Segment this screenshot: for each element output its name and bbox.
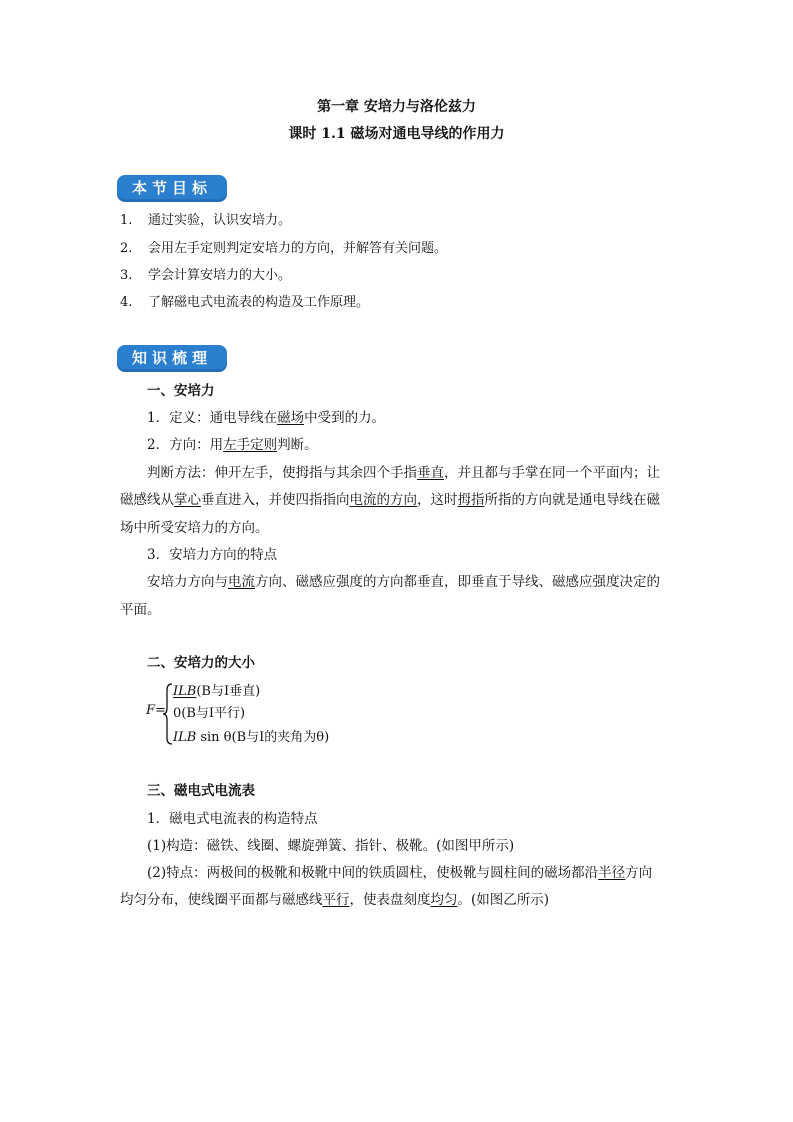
feature-underlined: 均匀: [430, 892, 458, 908]
objective-text: 了解磁电式电流表的构造及工作原理。: [148, 295, 370, 310]
method-text: ，这时: [417, 492, 458, 508]
direction-underlined: 左手定则: [223, 437, 278, 453]
formula-variable: F=: [146, 703, 166, 718]
feature-text: (2)特点：两极间的极靴和极靴中间的铁质圆柱，使极靴与圆柱间的磁场都沿: [147, 865, 599, 881]
feature-text: 安培力方向与: [147, 574, 228, 590]
feature-text: 方向: [625, 865, 653, 881]
galvanometer-feature-line-2: [120, 890, 549, 910]
method-underlined: 拇指: [457, 492, 485, 508]
objective-item: [120, 240, 447, 258]
method-text: 所指的方向就是通电导线在磁: [484, 492, 660, 508]
formula-condition: (B与I平行): [181, 706, 246, 721]
objective-number: 4.: [120, 295, 133, 310]
method-text: 垂直进入，并使四指指向: [201, 492, 350, 508]
section-heading-galvanometer: 三、磁电式电流表: [147, 783, 255, 799]
formula-case-parallel: [173, 705, 245, 723]
objective-text: 会用左手定则判定安培力的方向，并解答有关问题。: [148, 241, 448, 256]
left-brace-icon: [163, 683, 173, 745]
objective-item: [120, 212, 291, 230]
method-text: ，并且都与手掌在同一个平面内；让: [444, 465, 660, 481]
section-heading-force-magnitude: 二、安培力的大小: [147, 655, 255, 671]
objective-number: 1.: [120, 213, 133, 228]
feature-text: ，使表盘刻度: [349, 892, 431, 908]
formula-expression: ILB: [173, 684, 197, 699]
method-text: 磁感线从: [120, 492, 174, 508]
method-line-3: 场中所受安培力的方向。: [120, 520, 269, 536]
method-line-2: [120, 490, 660, 510]
formula-case-angle: [173, 729, 329, 747]
feature-heading: 3．安培力方向的特点: [147, 547, 278, 563]
galvanometer-subheading: 1．磁电式电流表的构造特点: [147, 811, 318, 827]
formula-condition: (B与I垂直): [196, 684, 261, 699]
objective-number: 2.: [120, 241, 133, 256]
objective-text: 通过实验，认识安培力。: [148, 213, 292, 228]
feature-underlined: 平行: [322, 892, 350, 908]
method-underlined: 电流的方向: [349, 492, 417, 508]
definition-prefix: 1．定义：通电导线在: [147, 410, 278, 426]
formula-sine: sin θ: [200, 730, 232, 745]
formula-case-perpendicular: [173, 683, 260, 701]
direction-line: [147, 435, 318, 455]
method-line-1: [147, 463, 660, 483]
feature-line-2: 平面。: [120, 602, 161, 618]
objective-item: [120, 294, 369, 312]
objective-number: 3.: [120, 268, 133, 283]
method-underlined: 垂直: [417, 465, 444, 481]
formula-expression: 0: [173, 706, 182, 721]
definition-line: [147, 408, 385, 428]
feature-text: 。(如图乙所示): [457, 892, 550, 908]
objective-item: [120, 267, 291, 285]
knowledge-badge: 知识梳理: [117, 345, 227, 372]
objective-text: 学会计算安培力的大小。: [148, 268, 292, 283]
section-heading-ampere-force: 一、安培力: [147, 383, 215, 399]
lesson-title: 课时 1.1 磁场对通电导线的作用力: [288, 126, 505, 142]
chapter-title: 第一章 安培力与洛伦兹力: [317, 99, 476, 115]
formula-condition: (B与I的夹角为θ): [231, 730, 330, 745]
method-text: 判断方法：伸开左手，使拇指与其余四个手指: [147, 465, 417, 481]
definition-suffix: 中受到的力。: [304, 410, 386, 426]
feature-underlined: 半径: [598, 865, 626, 881]
galvanometer-feature-line-1: [147, 863, 652, 883]
feature-underlined: 电流: [228, 574, 255, 590]
objectives-badge: 本节目标: [117, 175, 227, 202]
definition-underlined: 磁场: [277, 410, 305, 426]
feature-line-1: [147, 572, 660, 592]
formula-expression: ILB: [173, 730, 197, 745]
direction-suffix: 判断。: [277, 437, 318, 453]
feature-text: 均匀分布，使线圈平面都与磁感线: [120, 892, 323, 908]
direction-prefix: 2．方向：用: [147, 437, 224, 453]
galvanometer-structure: (1)构造：磁铁、线圈、螺旋弹簧、指针、极靴。(如图甲所示): [147, 838, 515, 854]
feature-text: 方向、磁感应强度的方向都垂直，即垂直于导线、磁感应强度决定的: [255, 574, 660, 590]
method-underlined: 掌心: [174, 492, 201, 508]
